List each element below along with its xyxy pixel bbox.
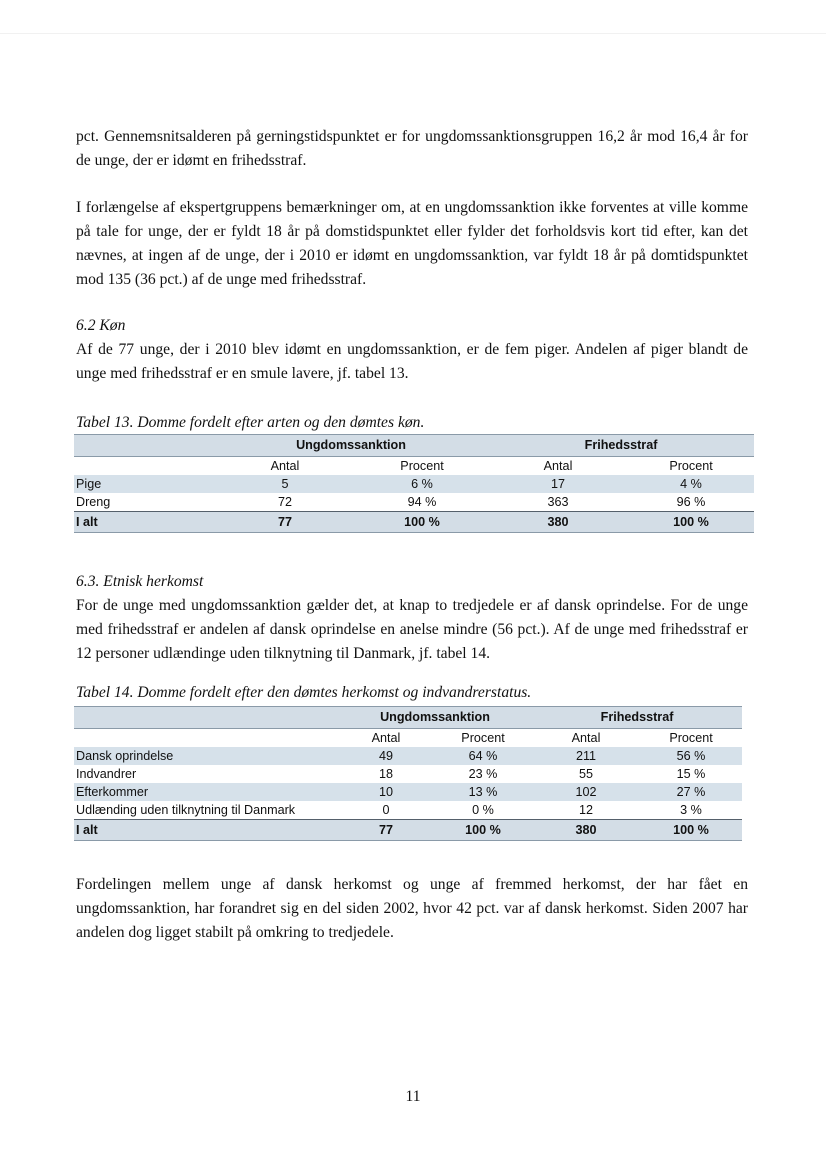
table14-subheader: Procent: [669, 731, 713, 745]
table-cell: 0: [382, 803, 390, 817]
page-number: 11: [405, 1088, 421, 1105]
table-cell: 18: [378, 767, 393, 781]
table14-group-ungdomssanktion: Ungdomssanktion: [338, 707, 532, 729]
table-cell: 380: [488, 512, 628, 533]
table13-subheader: Procent: [400, 459, 444, 473]
table13-subheader: Antal: [543, 459, 573, 473]
table14-group-frihedsstraf: Frihedsstraf: [532, 707, 742, 729]
paragraph-expert-group: I forlængelse af ekspertgruppens bemærkninger om, at en ungdomssanktion ikke forventes at ville komme på tale for unge, der er fyldt 18 år på domstidspunktet eller fylder det forholdsvis kort tid efter, kan det nævnes, at ingen af de unge, der i 2010 er idømt en ungdomssanktion, var fyldt 18 år på domtidspunktet mod 135 (36 pct.) af de unge med frihedsstraf.: [76, 199, 748, 288]
table-cell: 5: [214, 475, 356, 493]
scan-line: [0, 33, 826, 34]
table-cell: 6 %: [356, 475, 488, 493]
table-cell: 100 %: [628, 512, 754, 533]
table13: [74, 434, 754, 533]
table-row: [74, 783, 742, 801]
table-cell: 4 %: [628, 475, 754, 493]
row-label: Efterkommer: [74, 783, 338, 801]
paragraph-ethnicity: For de unge med ungdomssanktion gælder det, at knap to tredjedele er af dansk oprindelse. For de unge med frihedsstraf er andelen af dansk oprindelse en anelse mindre (56 pct.). Af de unge med frihedsstraf er 12 personer udlændinge uden tilknytning til Danmark, jf. tabel 14.: [76, 597, 748, 662]
table-cell: 100 %: [640, 820, 742, 841]
table-cell: 102: [532, 783, 640, 801]
table-cell: 56 %: [640, 747, 742, 765]
table13-group-header-row: [74, 435, 754, 457]
paragraph-age: pct. Gennemsnitsalderen på gerningstidspunktet er for ungdomssanktionsgruppen 16,2 år mod 16,4 år for de unge, der er idømt en frihedsstraf.: [76, 128, 748, 169]
table-cell: 96 %: [676, 495, 706, 509]
table13-group-frihedsstraf: Frihedsstraf: [488, 435, 754, 457]
table-cell: 363: [547, 495, 569, 509]
table-cell: 77: [338, 820, 434, 841]
row-label: Indvandrer: [76, 767, 137, 781]
paragraph-gender: Af de 77 unge, der i 2010 blev idømt en ungdomssanktion, er de fem piger. Andelen af piger blandt de unge med frihedsstraf er en smule lavere, jf. tabel 13.: [76, 341, 748, 382]
table13-subheader: Procent: [669, 459, 713, 473]
row-label: Udlænding uden tilknytning til Danmark: [76, 803, 296, 817]
table-cell: 211: [532, 747, 640, 765]
table13-total-row: [74, 512, 754, 533]
table-cell: 100 %: [434, 820, 532, 841]
table-cell: 72: [277, 495, 292, 509]
table-cell: 15 %: [676, 767, 706, 781]
table-cell: 55: [579, 767, 594, 781]
table-row: [74, 765, 742, 783]
table14: [74, 706, 742, 841]
section-heading-ethnicity: 6.3. Etnisk herkomst: [76, 573, 204, 590]
table-cell: 12: [579, 803, 594, 817]
table-row: [74, 493, 754, 512]
paragraph-origin-trend: Fordelingen mellem unge af dansk herkomst og unge af fremmed herkomst, der har fået en ungdomssanktion, har forandret sig en del siden 2002, hvor 42 pct. var af dansk herkomst. Siden 2007 har andelen dog ligget stabilt på omkring to tredjedele.: [76, 876, 748, 941]
table-cell: 380: [532, 820, 640, 841]
table-cell: 27 %: [640, 783, 742, 801]
row-label: I alt: [74, 820, 338, 841]
table13-subheader: Antal: [270, 459, 300, 473]
table-cell: 0 %: [472, 803, 494, 817]
table-cell: 3 %: [680, 803, 702, 817]
table-row: [74, 747, 742, 765]
table-cell: 64 %: [434, 747, 532, 765]
table-cell: 100 %: [356, 512, 488, 533]
row-label: Dansk oprindelse: [74, 747, 338, 765]
table-row: [74, 475, 754, 493]
table13-subheader-row: [74, 457, 754, 476]
table-cell: 17: [488, 475, 628, 493]
row-label: Dreng: [76, 495, 111, 509]
table14-subheader-row: [74, 729, 742, 748]
row-label: Pige: [74, 475, 214, 493]
table-cell: 77: [214, 512, 356, 533]
table-cell: 94 %: [407, 495, 437, 509]
table14-group-header-row: [74, 707, 742, 729]
table-cell: 10: [338, 783, 434, 801]
table14-caption: Tabel 14. Domme fordelt efter den dømtes herkomst og indvandrerstatus.: [76, 684, 532, 701]
table13-corner: [74, 435, 214, 457]
row-label: I alt: [74, 512, 214, 533]
table-row: [74, 801, 742, 820]
table14-corner: [74, 707, 338, 729]
table13-group-ungdomssanktion: Ungdomssanktion: [214, 435, 488, 457]
section-heading-gender: 6.2 Køn: [76, 317, 126, 334]
table13-caption: Tabel 13. Domme fordelt efter arten og den dømtes køn.: [76, 414, 425, 431]
table14-subheader: Antal: [571, 731, 601, 745]
table-cell: 13 %: [434, 783, 532, 801]
table14-subheader: Antal: [371, 731, 401, 745]
table14-total-row: [74, 820, 742, 841]
table14-subheader: Procent: [461, 731, 505, 745]
table-cell: 49: [338, 747, 434, 765]
table-cell: 23 %: [468, 767, 498, 781]
